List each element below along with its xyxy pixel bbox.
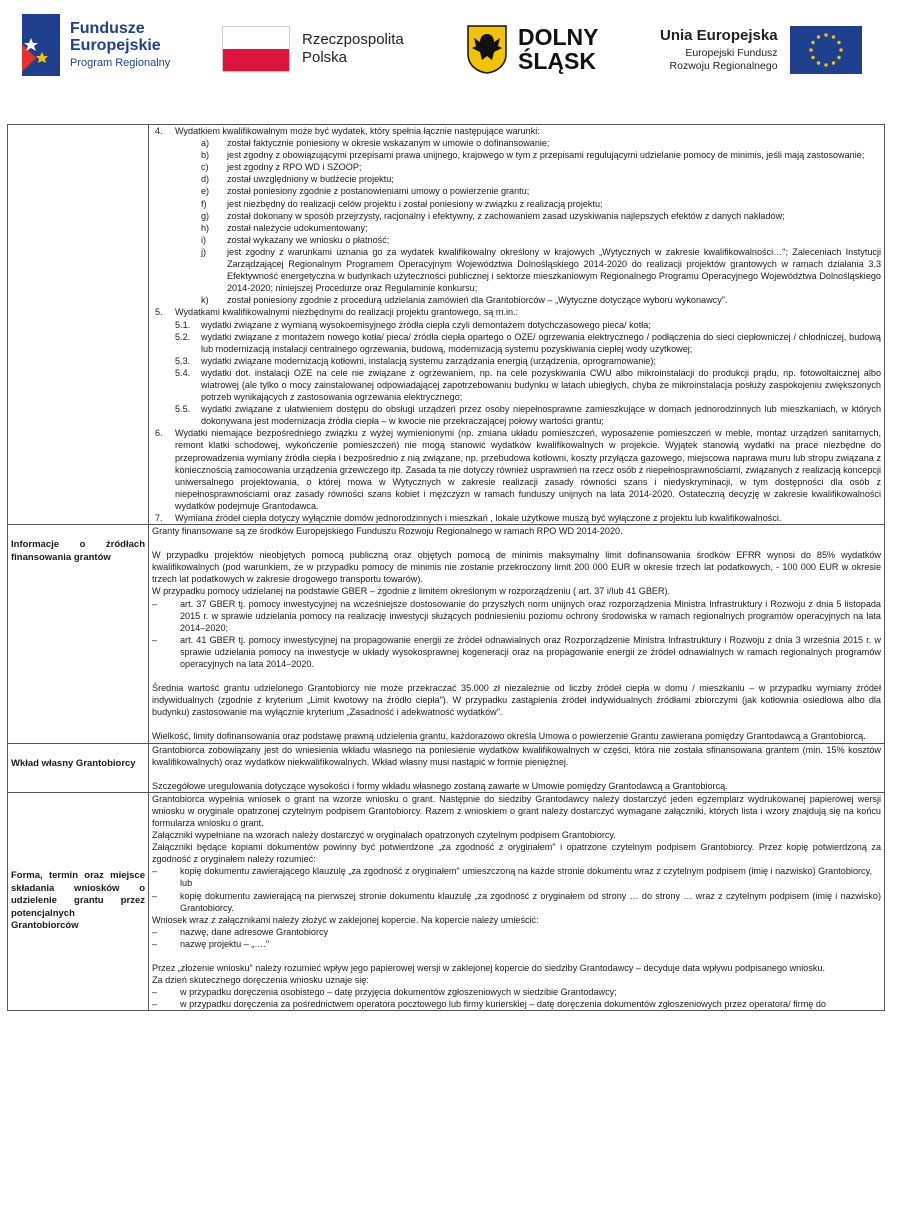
list-text: został faktycznie poniesiony w okresie wskazanym w umowie o dofinansowanie; <box>227 138 550 149</box>
list-text: kopię dokumentu zawierającego klauzulę „za zgodność z oryginałem" umieszczoną na każde stronie dokumentu wraz z czytelnym podpisem (imię i nazwisko) Grantobiorcy, <box>180 866 872 877</box>
row3-label-cell <box>8 743 149 792</box>
paragraph: Szczegółowe uregulowania dotyczące wysokości i formy wkładu własnego zostaną zawarte w Umowie pomiędzy Grantodawcą a Grantobiorcą. <box>152 780 728 791</box>
list-item <box>155 512 881 524</box>
eu-flag-icon <box>790 26 862 74</box>
list-marker: – <box>152 634 158 645</box>
row2-label-cell <box>8 525 149 743</box>
row2-content-cell <box>149 525 885 743</box>
list-marker: – <box>152 987 158 998</box>
paragraph: Załączniki wypełniane na wzorach należy dostarczyć w oryginałach opatrzonych czytelnym podpisem Grantobiorcy. <box>152 830 616 841</box>
ds-line2: ŚLĄSK <box>518 48 596 74</box>
list-item <box>155 161 881 173</box>
list-item <box>152 998 881 1010</box>
rp-line2: Polska <box>302 49 348 66</box>
eu-star-icon <box>811 56 814 59</box>
table-row <box>8 743 885 792</box>
list-number: 7. <box>155 513 163 523</box>
row4-label-cell <box>8 792 149 1011</box>
list-marker: 5.2. <box>175 331 191 342</box>
dash-list <box>152 986 881 1010</box>
list-marker: b) <box>201 150 210 161</box>
polish-flag-icon <box>222 26 290 72</box>
row1-content-cell <box>149 125 885 525</box>
rp-line1: Rzeczpospolita <box>302 31 404 49</box>
row4-label: Forma, termin oraz miejsce składania wniosków o udzielenie grantu przez potencjalnych Grantobiorców <box>11 870 145 932</box>
list-text: jest zgodny z RPO WD i SZOOP; <box>227 162 362 173</box>
list-text: został dokonany w sposób przejrzysty, racjonalny i efektywny, z zachowaniem zasad uzyskiwania najlepszych efektów z danych nakładów; <box>227 210 785 221</box>
fe-line2: Europejskie <box>70 36 161 54</box>
list-number: 6. <box>155 428 163 439</box>
eu-star-icon <box>811 41 814 44</box>
list-marker: – <box>152 938 158 949</box>
table-row <box>8 792 885 1011</box>
list-marker: 5.3. <box>175 355 191 366</box>
paragraph: Średnia wartość grantu udzielonego Grantobiorcy nie może przekraczać 35.000 zł niezależnie od liczby źródeł ciepła w domu / mieszkaniu – w przypadku wymiany źródeł indywidualnych (zgodnie z kryterium „Limit kwotowy na źródło ciepła"). W przypadku zastąpienia źródeł indywidualnych źródłami zbiorczymi (jak kotłownia osiedlowa albo dla budynku) zastosowanie ma wyłącznie kryterium „Zasadność i adekwatność wydatków". <box>152 683 881 718</box>
list-item <box>155 185 881 197</box>
paragraph: Wniosek wraz z załącznikami należy złożyć w zaklejonej kopercie. Na kopercie należy umieścić: <box>152 914 539 925</box>
list-marker: a) <box>201 138 210 149</box>
list-item <box>155 355 881 367</box>
list-item <box>155 210 881 222</box>
paragraph: Wielkość, limity dofinansowania oraz podstawę prawną udzielenia grantu, każdorazowo określa Umowa o powierzenie Grantu zawierana pomiędzy Grantodawcą a Grantobiorcą. <box>152 731 866 742</box>
fundusze-europejskie-emblem-icon <box>22 14 60 76</box>
paragraph: W przypadku pomocy udzielanej na podstawie GBER – zgodnie z limitem określonym w rozporządzeniu ( art. 37 i/lub 41 GBER). <box>152 586 671 597</box>
paragraph: Przez „złożenie wniosku" należy rozumieć wpływ jego papierowej wersji w zaklejonej kopercie do siedziby Grantodawcy – decyduje data wpływu podpisanego wniosku. <box>152 963 825 973</box>
list-item <box>155 319 881 331</box>
list-text: jest niezbędny do realizacji celów projektu i został poniesiony w związku z realizacją projektu; <box>227 198 603 209</box>
list-marker: c) <box>201 162 209 173</box>
list-item <box>152 926 881 938</box>
list-marker: h) <box>201 222 210 233</box>
eu-star-icon <box>837 41 840 44</box>
list-item <box>152 598 881 634</box>
list-marker: d) <box>201 174 210 185</box>
fe-line3: Program Regionalny <box>70 56 171 69</box>
list-item <box>155 403 881 427</box>
ds-line1: DOLNY <box>518 23 599 50</box>
eu-star-icon <box>837 56 840 59</box>
list-text: jest zgodny z warunkami uznania go za wydatek kwalifikowalny określony w krajowych „Wytycznych w zakresie kwalifikowalności…"; Zaleceniach Instytucji Zarządzającej Regionalnym Programem Operacyjnym Województwa Dolnośląskiego 2014-2020 do realizacji projektów grantowych w ramach działania 3.3 Efektywność energetyczna w budynkach użyteczności publicznej i sektorze mieszkaniowym Regionalnego Programu Operacyjnego Województwa Dolnośląskiego 2014-2020; niniejszej Procedurze oraz Regulaminie konkursu; <box>227 246 881 294</box>
list-marker: k) <box>201 295 209 306</box>
list-text: nazwę, dane adresowe Grantobiorcy <box>180 926 329 937</box>
list-text: nazwę projektu – „…." <box>180 938 270 949</box>
eu-star-icon <box>816 35 819 38</box>
list-text: Wydatki niemające bezpośredniego związku z wyżej wymienionymi (np. zmiana układu pomieszczeń, wyposażenie pomieszczeń w meble, montaż urządzeń sanitarnych, remont klatki schodowej, wykończenie pomieszczeń) nie mogą stanowić wydatków kwalifikowalnych w projekcie. Wyjątek stanowią wydatki na prace niezbędne do przeprowadzenia wymiany źródła ciepła i bezpośrednio z nią związane, np. przebudowa kotłowni, koszty przyłącza gazowego, miejscowa naprawa muru lub stropu związana z koniecznością zamocowania urządzenia grzewczego itp. Zasada ta nie dotyczy również usprawnień na rzecz osób z niepełnosprawnościami, związanych z realizacją koncepcji uniwersalnego projektowania, o której mowa w Wytycznych w zakresie realizacji zasady równości szans i niedyskryminacji, w tym dostępności dla osób z niepełnosprawnościami oraz zasady równości szans kobiet i mężczyzn w ramach funduszy unijnych na lata 2014-2020. Ostateczną decyzję w zakresie kwalifikowalności wydatków podejmuje Grantodawca. <box>175 428 881 511</box>
rzeczpospolita-polska-logo <box>222 26 404 72</box>
list-text: wydatki związane z montażem nowego kotła/ pieca/ źródła ciepła opartego o OZE/ ogrzewania elektrycznego / podłączenia do sieci ciepłowniczej / chłodniczej, budową lub modernizacją instalacji centralnego ogrzewania, budową, modernizacją systemu pozyskiwania ciepłej wody użytkowej; <box>201 331 881 354</box>
list-text: jest zgodny z obowiązującymi przepisami prawa unijnego, krajowego w tym z przepisami regulującymi udzielanie pomocy de minimis, jeśli mają zastosowanie; <box>227 150 865 161</box>
list-item <box>155 125 881 137</box>
row4-content-cell <box>149 792 885 1011</box>
list-item <box>155 137 881 149</box>
eu-star-icon <box>824 33 827 36</box>
paragraph: W przypadku projektów nieobjętych pomocą publiczną oraz objętych pomocą de minimis maksymalny limit dofinansowania środków EFRR wynosi do 85% wydatków kwalifikowalnych (pod warunkiem, że w przypadku pomocy de minimis nie zostanie przekroczony limit 200 000 EUR w okresie trzech lat podatkowych, - 100 000 EUR w okresie trzech lat podatkowych w zakresie drogowego transportu towarów). <box>152 550 881 585</box>
row2-label: Informacje o źródłach finansowania grantów <box>11 539 145 563</box>
list-marker: – <box>152 926 158 937</box>
list-dash: – <box>152 890 158 901</box>
list-text: wydatki związane modernizacją kotłowni, instalacją systemu zarządzania energią (urządzenia, oprogramowanie); <box>201 355 656 366</box>
list-text: został poniesiony zgodnie z postanowieniami umowy o powierzenie grantu; <box>227 186 530 197</box>
dolny-slask-coat-of-arms-icon <box>466 24 508 74</box>
row3-content-cell <box>149 743 885 792</box>
procedure-table <box>7 124 885 1011</box>
list-text: został poniesiony zgodnie z procedurą udzielania zamówień dla Grantobiorców – „Wytyczne dotyczące wyboru wykonawcy". <box>227 295 728 306</box>
list-text: wydatki związane z wymianą wysokoemisyjnego źródła ciepła czyli demontażem dotychczasowego pieca/ kotła; <box>201 319 651 330</box>
list-item <box>155 198 881 210</box>
list-marker: 5.4. <box>175 367 191 378</box>
list-text: Wydatkami kwalifikowalnymi niezbędnymi do realizacji projektu grantowego, są m.in.: <box>175 307 519 318</box>
list-marker: f) <box>201 198 207 209</box>
table-row <box>8 525 885 743</box>
list-item <box>152 634 881 670</box>
list-marker: j) <box>201 246 207 257</box>
list-marker: 5.5. <box>175 404 191 415</box>
list-text: został wykazany we wniosku o płatność; <box>227 234 390 245</box>
list-text: został należycie udokumentowany; <box>227 222 368 233</box>
dash-list <box>152 926 881 950</box>
list-item <box>152 938 881 950</box>
paragraph: Granty finansowane są ze środków Europejskiego Funduszu Rozwoju Regionalnego w ramach RPO WD 2014-2020. <box>152 526 623 537</box>
eu-star-icon <box>831 35 834 38</box>
list-text: Wydatkiem kwalifikowalnym może być wydatek, który spełnia łącznie następujące warunki: <box>175 126 540 136</box>
list-text: w przypadku doręczenia osobistego – datę przyjęcia dokumentów zgłoszeniowych w siedzibie Grantodawcy; <box>180 987 617 998</box>
fe-line1: Fundusze <box>70 19 145 37</box>
eu-star-icon <box>809 48 812 51</box>
list-marker: – <box>152 999 158 1010</box>
unia-europejska-logo <box>660 26 862 74</box>
list-number: 5. <box>155 307 163 318</box>
list-item <box>155 234 881 246</box>
eu-star-icon <box>816 61 819 64</box>
ue-line2: Europejski Fundusz <box>685 46 778 59</box>
paragraph: Grantobiorca wypełnia wniosek o grant na wzorze wniosku o grant. Następnie do siedziby Grantodawcy należy dostarczyć jeden egzemplarz wydrukowanej papierowej wersji wniosku w oryginale opatrzonej czytelnym podpisem Grantobiorcy. Razem z wnioskiem o grant należy dostarczyć wymagane załączniki, których lista i wzory znajdują się na końcu formularza wniosku o grant. <box>152 793 881 828</box>
sublist <box>155 137 881 306</box>
list-marker: e) <box>201 186 210 197</box>
list-item <box>152 890 881 914</box>
list-item <box>155 149 881 161</box>
list-text: kopię dokumentu zawierającą na pierwszej stronie dokumentu klauzulę „za zgodność z oryginałem od strony … do strony … wraz z czytelnym podpisem (imię i nazwisko) Grantobiorcy. <box>180 890 881 913</box>
list-text: art. 41 GBER tj. pomocy inwestycyjnej na propagowanie energii ze źródeł odnawialnych oraz Rozporządzenie Ministra Infrastruktury i Rozwoju z dnia 3 września 2015 r. w sprawie udzielania pomocy na inwestycje w układy wysokosprawnej kogeneracji oraz na propagowanie energii ze źródeł odnawialnych w ramach regionalnych programów operacyjnych na lata 2014–2020. <box>180 634 881 670</box>
list-item <box>155 306 881 318</box>
logo-header <box>0 0 900 100</box>
list-item <box>155 427 881 512</box>
row3-label: Wkład własny Grantobiorcy <box>11 757 136 769</box>
fundusze-europejskie-logo <box>22 14 170 76</box>
list-text: został uwzględniony w budżecie projektu; <box>227 174 394 185</box>
list-text: wydatki dot. instalacji OZE na cele nie związane z ogrzewaniem, np. na cele pozyskiwania CWU albo mikroinstalacji do produkcji prądu, np. fotowoltaicznej albo wiatrowej (ale tylko o mocy zainstalowanej odpowiadającej zapotrzebowaniu budynku w latach ubiegłych, chyba że mikroinstalacja posłuży zaspokojeniu zwiększonych potrzeb wynikających z zastosowania ogrzewania elektrycznego; <box>201 367 881 403</box>
list-item <box>155 294 881 306</box>
row1-label-cell <box>8 125 149 525</box>
eu-star-icon <box>831 61 834 64</box>
list-item <box>155 246 881 294</box>
list-marker: g) <box>201 210 210 221</box>
ue-line3: Rozwoju Regionalnego <box>669 59 778 72</box>
ue-line1: Unia Europejska <box>660 27 778 45</box>
list-marker: – <box>152 598 158 609</box>
list-item <box>155 222 881 234</box>
list-text: Wymiana źródeł ciepła dotyczy wyłącznie domów jednorodzinnych i mieszkań , lokale użytkowe muszą być wyłączone z projektu lub kwalifikowalności. <box>175 513 782 523</box>
list-item <box>155 331 881 355</box>
dolny-slask-logo <box>466 24 599 74</box>
list-text: w przypadku doręczenia za pośrednictwem operatora pocztowego lub firmy kurierskiej – datę doręczenia dokumentów zgłoszeniowych przez operatora/ firmę do <box>180 999 826 1010</box>
list-item <box>155 367 881 403</box>
list-item <box>152 986 881 998</box>
list-marker: 5.1. <box>175 319 191 330</box>
list-item <box>152 865 881 877</box>
paragraph: Załączniki będące kopiami dokumentów powinny być potwierdzone „za zgodność z oryginałem" i opatrzone czytelnym podpisem Grantobiorcy. Przez kopię potwierdzoną za zgodność z oryginałem należy rozumieć: <box>152 842 881 865</box>
paragraph: lub <box>180 878 193 889</box>
paragraph: Za dzień skutecznego doręczenia wniosku uznaje się: <box>152 975 369 986</box>
dash-list <box>152 598 881 671</box>
list-item <box>155 173 881 185</box>
sublist <box>155 319 881 428</box>
table-row <box>8 125 885 525</box>
list-marker: i) <box>201 234 207 245</box>
list-dash: – <box>152 866 158 877</box>
eu-star-icon <box>824 63 827 66</box>
paragraph: Grantobiorca zobowiązany jest do wniesienia wkładu własnego na poniesienie wydatków kwalifikowalnych w części, która nie została sfinansowana grantem (min. 15% kosztów kwalifikowalnych) oraz wydatków niekwalifikowalnych. Wkład własny musi nastąpić w formie pieniężnej. <box>152 744 881 767</box>
list-text: wydatki związane z ułatwieniem dostępu do obsługi urządzeń przez osoby niepełnosprawne zamieszkujące w domach jednorodzinnych lub mieszkaniach, w których dokonywana jest modernizacja źródła ciepła – w kwocie nie przekraczającej połowy wartości grantu; <box>201 404 881 427</box>
list-text: art. 37 GBER tj. pomocy inwestycyjnej na wcześniejsze dostosowanie do przyszłych norm unijnych oraz rozporządzenia Ministra Infrastruktury i Rozwoju z dnia 5 listopada 2015 r. w sprawie udzielania pomocy na realizację inwestycji służących podniesieniu poziomu ochrony środowiska w ramach regionalnych programów operacyjnych na lata 2014–2020; <box>180 598 881 633</box>
list-number: 4. <box>155 126 163 136</box>
eu-star-icon <box>839 48 842 51</box>
